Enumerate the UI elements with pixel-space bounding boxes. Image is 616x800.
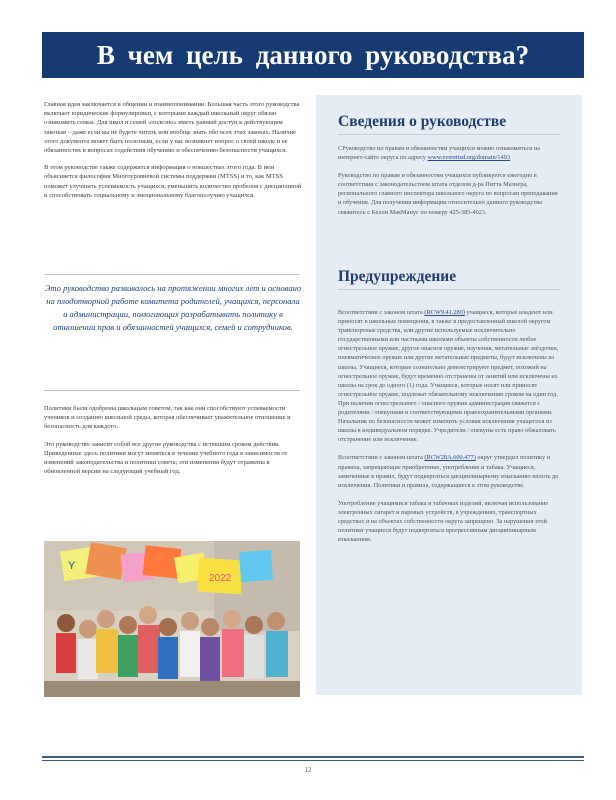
intro-section xyxy=(44,100,302,208)
poster-text-2022: 2022 xyxy=(209,573,232,584)
title-banner xyxy=(42,32,584,78)
warning-paragraph-1-body: учащиеся, которые владеют или приносят в школьные помещения, в также в предоставленный школой округом транспортные средства, или другие используемые исключительно государственными или частными школами объекты собственности любое огнестрельное оружие, другое опасное оружие, изучения, метательные звёздочки, пневматическое оружие или другие метательные предметы, будут исключены из школы. Учащиеся, которые сознательно демонстрируют предмет, похожий на огнестрельное оружие, будут временно отстранены от занятий или исключены из школы на срок до одного (1) года. Учащиеся, которые носят или приносят огнестрельное оружие, подлежат обязательному исключению сроком на один год. При наличии огнестрельного / опасного оружия администрация свяжется с родителями / опекунами и соответствующими правоохранительными органами. Начальник по безопасности может изменить условия исключения учащегося из школы в индивидуальном порядке. Учредители / опекуны есть право обжаловать отстранение или исключение. xyxy=(338,309,559,444)
quote-top-divider xyxy=(44,274,300,275)
page-number: 12 xyxy=(304,766,312,774)
policy-paragraph-1: Политики были одобрены школьным советом, так как они способствуют успеваемости учеников и созданию школьной среды, которая обеспечивает уважительное отношение и безопасность для каждого. xyxy=(44,405,291,431)
poster-text-y: Y xyxy=(68,560,76,572)
warning-text xyxy=(338,308,560,553)
warning-paragraph-2 xyxy=(338,453,560,489)
about-paragraph-2: Руководство по правам и обязанностям учащихся публикуется ежегодно в соответствии с законодательством штата отделом д-ра Питта Мазнера, регионального главного инспектора школьного округа по вопросам преподавания и обучения. Для получения информации относительно данного руководства свяжитесь с Келли МакМанус по номеру 425-385-4023. xyxy=(338,172,558,216)
warning-paragraph-2-lead: Всоответствии с законом штата xyxy=(338,454,423,462)
warning-paragraph-2-body: округ утвердил политику и правила, запрещающие приобретение, употребление и табака. Учащиеся, замеченные в правил, будут подвергаться дисциплинарному взысканию вплоть до исключения. Политики и правила, содержащиеся в этом руководстве. xyxy=(338,454,559,489)
about-paragraph-1-text: СРуководство по правам и обязанностям учащихся можно ознакомиться на интернет-сайте округа по адресу xyxy=(338,145,540,162)
about-heading-underline xyxy=(338,134,560,135)
policy-section xyxy=(44,404,302,484)
footer-rule-thick xyxy=(42,756,584,758)
warning-paragraph-1 xyxy=(338,308,560,444)
policy-paragraph-2: Это руководство зависит собой все другие руководства с истекшим сроком действия. Приведенные здесь политики могут меняться в течение учебного года в зависимости от изменений законодательства и политики совета; эти изменения будут отражены в обновленной версии на следующий учебный год. xyxy=(44,440,288,476)
students-photo-illustration xyxy=(44,541,300,697)
warning-heading-underline xyxy=(338,289,560,290)
page-title: В чем цель данного руководства? xyxy=(96,40,530,70)
warning-paragraph-1-lead: Всоответствии с законом штата xyxy=(338,309,423,316)
rcw-28a-600-477-link[interactable]: (RCW28A.600.477) xyxy=(424,454,476,462)
about-paragraph-1 xyxy=(338,144,560,162)
rcw-9-41-280-link[interactable]: (RCW9.41.280) xyxy=(424,309,465,316)
about-guide-heading: Сведения о руководстве xyxy=(338,113,507,130)
quote-bottom-divider xyxy=(44,390,300,391)
students-photo xyxy=(44,541,300,697)
intro-paragraph-2: В этом руководстве также содержится информация о новшествах этого года. В нем объясняется философия Многоуровневой системы поддержки (MTSS) и то, как MTSS поможет улучшить успеваемость учащихся, уменьшить количество пробелов с дисциплиной и способствовать социальному и эмоциональному благополучию учащихся. xyxy=(44,164,302,199)
footer-rule-thin xyxy=(42,760,584,761)
about-guide-text xyxy=(338,144,560,226)
warning-heading: Предупреждение xyxy=(338,268,457,285)
guide-url-link[interactable]: www.everettsd.org/domain/1493 xyxy=(427,154,510,162)
pull-quote: Это руководство развивалось на протяжении многих лет и основано на плодотворной работе комитета родителей, учащихся, персонала и администрации, помогающих разрабатывать политику в отношении прав и обязанностей учащихся, семей и сотрудников. xyxy=(44,283,302,332)
warning-paragraph-3: Употребление учащимися табака и табачных изделий, включая использование электронных сигарет и паровых устройств, в учреждениях, транспортных средствах и на объектах собственности округа запрещено. За нарушения этой политики учащиеся будут подвергаться прогрессивным дисциплинарным взысканиям. xyxy=(338,499,549,544)
intro-paragraph-1: Главная идея заключается в общении и взаимопонимании. Большая часть этого руководства включает юридические формулировки, с которыми каждый школьный округ обязан ознакомить семьи. Для школ и семей «полезно» иметь равный доступ к действующим законам – даже если вы не будете читать или вообще знать обо всех этих законах. Наличие этого документа может быть полезным, если у вас возникнет вопрос о своей школе и ее обязанностях в вопросах содействия обучению и обеспечению безопасности учащихся. xyxy=(44,101,300,155)
